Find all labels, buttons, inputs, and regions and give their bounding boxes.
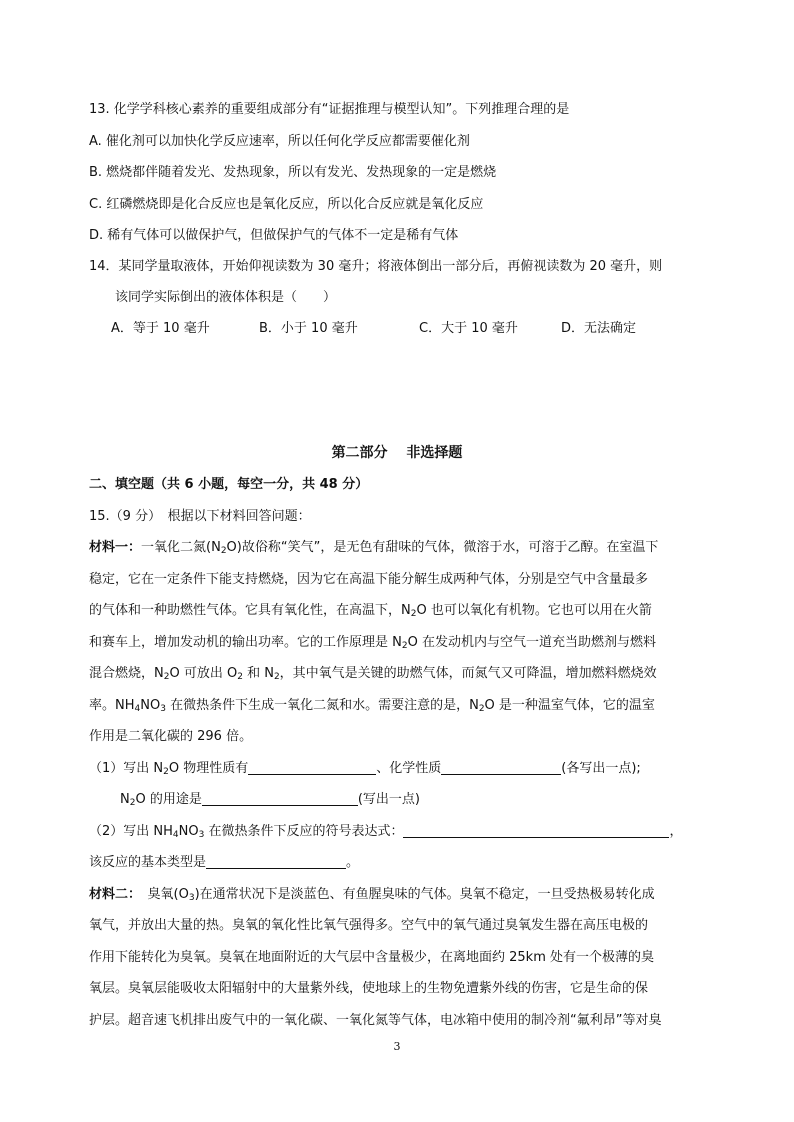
part2-title: 第二部分 非选择题: [331, 445, 463, 461]
material1-line2: 稳定，它在一定条件下能支持燃烧，因为它在高温下能分解生成两种气体，分别是空气中含量最多: [89, 572, 649, 587]
material2-line2: 氧气，并放出大量的热。臭氧的氧化性比氧气强得多。空气中的氧气通过臭氧发生器在高压电极的: [89, 918, 649, 933]
q14-option-a: A．等于 10 毫升: [111, 321, 210, 336]
material1-line1: 材料一：一氧化二氮$(N_2O)$故俗称“笑气”，是无色有甜味的气体，微溶于水，可溶于乙醇。在室温下: [89, 540, 659, 556]
q15-sub2: （2）写出 $NH_4NO_3$ 在微热条件下反应的符号表达式： ，: [89, 824, 683, 840]
material1-line3: 的气体和一种助燃性气体。它具有氧化性，在高温下，$N_2O$ 也可以氧化有机物。它也可以用在火箭: [89, 603, 652, 619]
q15-sub2-type: 该反应的基本类型是 。: [89, 855, 360, 870]
q14-stem-cont: 该同学实际倒出的液体体积是（ ）: [115, 290, 337, 305]
q13-option-c: C. 红磷燃烧即是化合反应也是氧化反应，所以化合反应就是氧化反应: [89, 197, 484, 212]
q15-stem: 15.（9 分） 根据以下材料回答问题：: [89, 509, 311, 524]
material2-line4: 氧层。臭氧层能吸收太阳辐射中的大量紫外线，使地球上的生物免遭紫外线的伤害，它是生命的保: [89, 981, 649, 996]
material2-line1: 材料二： 臭氧$(O_3)$在通常状况下是淡蓝色、有鱼腥臭味的气体。臭氧不稳定，一旦受热极易转化成: [89, 887, 655, 903]
material1-label: 材料一：: [89, 540, 142, 555]
q13-option-a: A. 催化剂可以加快化学反应速率，所以任何化学反应都需要催化剂: [89, 134, 470, 149]
material1-line6: 率。$NH_4NO_3$ 在微热条件下生成一氧化二氮和水。需要注意的是，$N_2O$ 是一种温室气体，它的温室: [89, 698, 655, 714]
q14-option-b: B．小于 10 毫升: [259, 321, 358, 336]
answer-blank-chemical[interactable]: [441, 760, 561, 775]
material2-label: 材料二：: [89, 887, 135, 902]
material2-line3: 作用下能转化为臭氧。臭氧在地面附近的大气层中含量极少，在离地面约 25km 处有一个极薄的臭: [89, 950, 654, 965]
q13-option-d: D. 稀有气体可以做保护气，但做保护气的气体不一定是稀有气体: [89, 228, 459, 243]
section-heading: 二、填空题（共 6 小题，每空一分，共 48 分）: [89, 477, 369, 492]
q15-sub1-use: $N_2O$ 的用途是 (写出一点): [120, 792, 420, 808]
answer-blank-equation[interactable]: [403, 823, 669, 838]
answer-blank-physical[interactable]: [248, 760, 376, 775]
answer-blank-reaction-type[interactable]: [206, 854, 346, 869]
material1-line5: 混合燃烧，$N_2O$ 可放出 $O_2$ 和 $N_2$，其中氧气是关键的助燃气体，而氮气又可降温，增加燃料燃烧效: [89, 666, 657, 682]
material1-line7: 作用是二氧化碳的 296 倍。: [89, 729, 253, 744]
q14-stem: 14．某同学量取液体，开始仰视读数为 30 毫升；将液体倒出一部分后，再俯视读数为 20 毫升，则: [89, 259, 663, 274]
q14-option-c: C．大于 10 毫升: [419, 321, 518, 336]
page-number: 3: [393, 1040, 401, 1053]
q15-sub1: （1）写出 $N_2O$ 物理性质有 、化学性质 (各写出一点);: [89, 761, 641, 777]
q14-option-d: D．无法确定: [561, 321, 637, 336]
q14-options: [111, 320, 711, 338]
material2-line5: 护层。超音速飞机排出废气中的一氧化碳、一氧化氮等气体，电冰箱中使用的制冷剂“氟利昂”等对臭: [89, 1013, 662, 1028]
answer-blank-use[interactable]: [202, 791, 358, 806]
q13-stem: 13. 化学学科核心素养的重要组成部分有“证据推理与模型认知”。下列推理合理的是: [89, 102, 570, 117]
material1-line4: 和赛车上，增加发动机的输出功率。它的工作原理是 $N_2O$ 在发动机内与空气一道充当助燃剂与燃料: [89, 635, 656, 651]
q13-option-b: B. 燃烧都伴随着发光、发热现象，所以有发光、发热现象的一定是燃烧: [89, 165, 497, 180]
